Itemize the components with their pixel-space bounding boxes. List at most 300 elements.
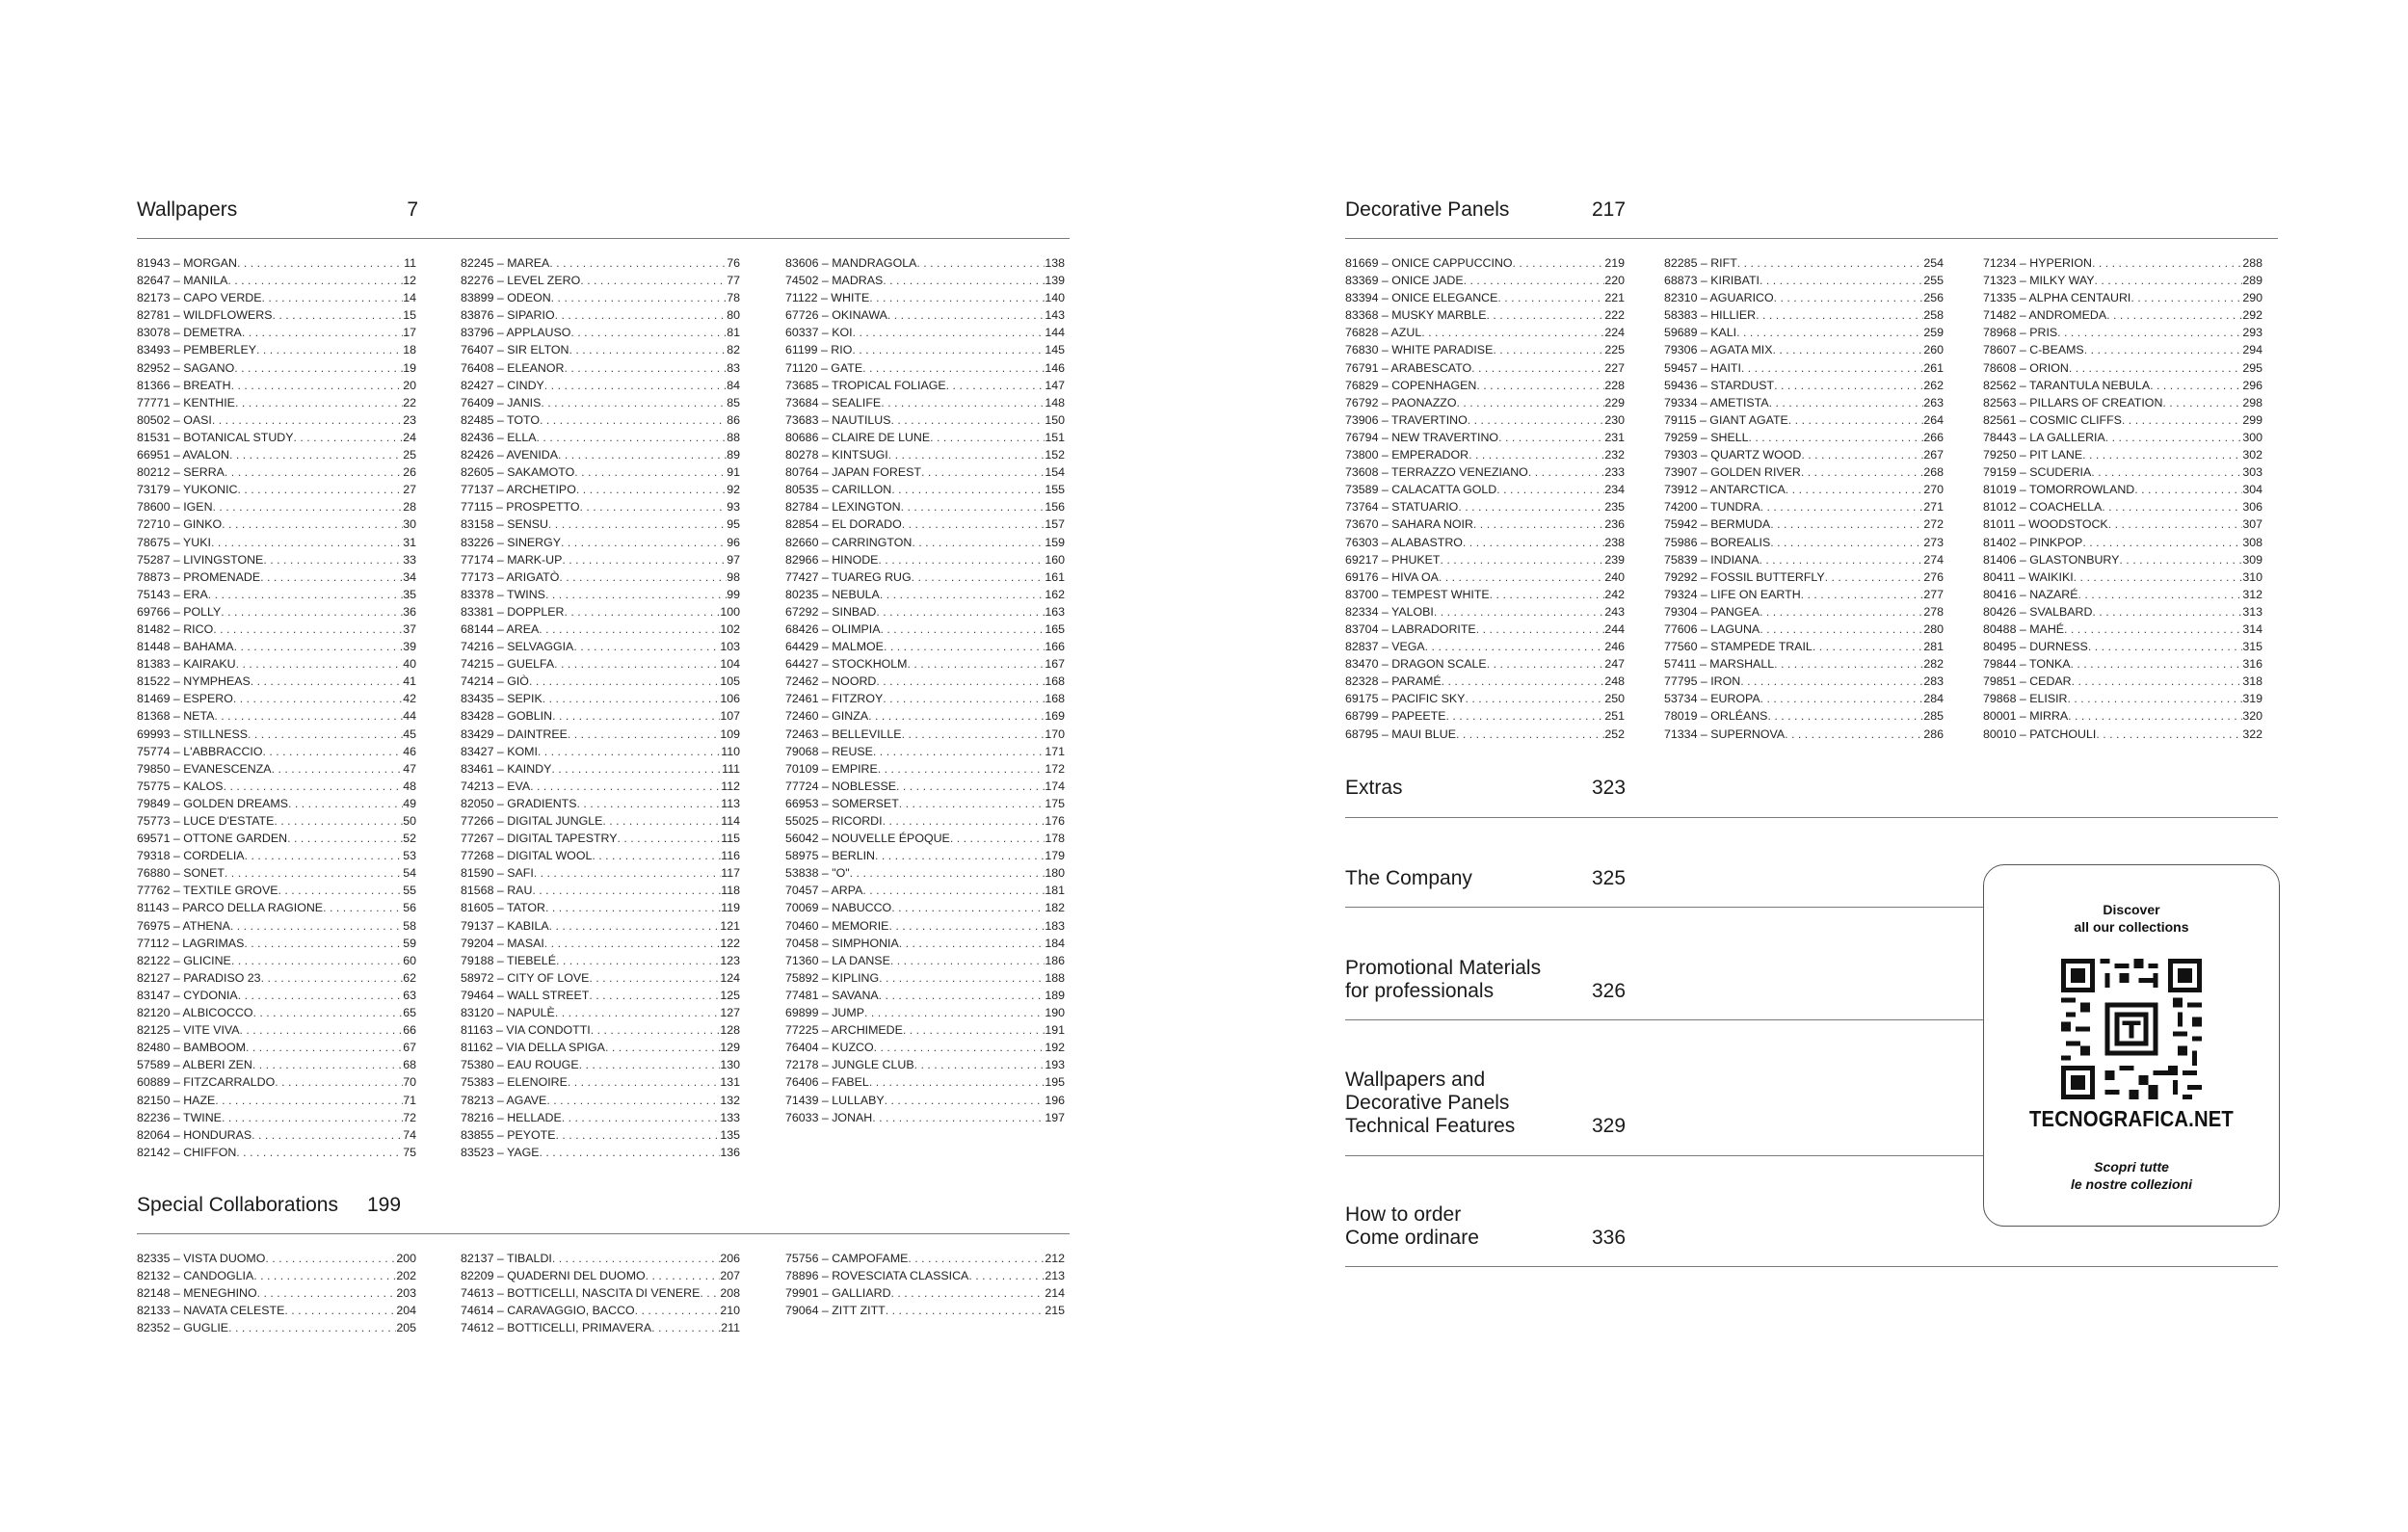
toc-entry[interactable] [137, 847, 416, 864]
toc-entry[interactable] [137, 515, 416, 533]
entry-title: 79851 – CEDAR [1983, 674, 2072, 689]
toc-entry[interactable] [137, 254, 416, 272]
toc-entry[interactable] [1983, 411, 2262, 429]
toc-entry[interactable] [461, 1302, 740, 1319]
toc-entry[interactable] [1983, 377, 2262, 394]
toc-entry[interactable] [785, 272, 1065, 289]
toc-entry[interactable] [461, 1144, 740, 1161]
toc-entry[interactable] [137, 673, 416, 690]
toc-entry[interactable] [1664, 394, 1944, 411]
toc-entry[interactable] [137, 603, 416, 621]
toc-entry[interactable] [1345, 254, 1625, 272]
toc-entry[interactable] [1345, 394, 1625, 411]
toc-entry[interactable] [785, 1039, 1065, 1056]
toc-entry[interactable] [785, 690, 1065, 707]
toc-entry[interactable] [137, 969, 416, 987]
toc-entry[interactable] [1345, 621, 1625, 638]
entry-title: 76404 – KUZCO [785, 1041, 874, 1055]
toc-entry[interactable] [137, 830, 416, 847]
toc-entry[interactable] [1983, 726, 2262, 743]
toc-entry[interactable] [461, 254, 740, 272]
toc-entry[interactable] [137, 812, 416, 830]
toc-entry[interactable] [461, 1284, 740, 1302]
entry-page: 231 [1604, 430, 1625, 444]
entry-page: 259 [1923, 326, 1944, 340]
toc-entry[interactable] [1345, 272, 1625, 289]
toc-entry[interactable] [1983, 394, 2262, 411]
toc-entry[interactable] [461, 446, 740, 463]
toc-entry[interactable] [137, 1319, 416, 1336]
toc-entry[interactable] [461, 551, 740, 568]
toc-entry[interactable] [137, 534, 416, 551]
toc-entry[interactable] [461, 1250, 740, 1267]
toc-entry[interactable] [1664, 377, 1944, 394]
toc-entry[interactable] [785, 864, 1065, 882]
toc-entry[interactable] [1345, 377, 1625, 394]
toc-entry[interactable] [785, 394, 1065, 411]
toc-entry[interactable] [461, 498, 740, 515]
leader-dots [862, 882, 1045, 899]
entry-title: 80502 – OASI [137, 412, 212, 427]
entry-page: 222 [1604, 308, 1625, 323]
entry-page: 157 [1045, 517, 1065, 532]
leader-dots [263, 551, 403, 568]
toc-entry[interactable] [1664, 446, 1944, 463]
toc-entry[interactable] [1664, 498, 1944, 515]
toc-entry[interactable] [1664, 690, 1944, 707]
toc-entry[interactable] [1983, 690, 2262, 707]
toc-entry[interactable] [785, 1092, 1065, 1109]
toc-entry[interactable] [137, 551, 416, 568]
toc-entry[interactable] [461, 673, 740, 690]
toc-entry[interactable] [1664, 603, 1944, 621]
toc-entry[interactable] [1664, 534, 1944, 551]
toc-entry[interactable] [1983, 359, 2262, 377]
toc-entry[interactable] [785, 359, 1065, 377]
toc-entry[interactable] [1983, 551, 2262, 568]
toc-entry[interactable] [785, 324, 1065, 341]
entry-title: 81605 – TATOR [461, 901, 545, 915]
toc-entry[interactable] [461, 969, 740, 987]
toc-entry[interactable] [461, 534, 740, 551]
toc-entry[interactable] [461, 1126, 740, 1144]
toc-entry[interactable] [1664, 568, 1944, 586]
entry-page: 283 [1923, 674, 1944, 689]
toc-entry[interactable] [461, 568, 740, 586]
toc-entry[interactable] [785, 707, 1065, 725]
toc-entry[interactable] [137, 377, 416, 394]
toc-entry[interactable] [137, 289, 416, 306]
toc-entry[interactable] [137, 324, 416, 341]
toc-entry[interactable] [785, 882, 1065, 899]
toc-entry[interactable] [1345, 289, 1625, 306]
toc-entry[interactable] [785, 603, 1065, 621]
toc-entry[interactable] [137, 481, 416, 498]
toc-entry[interactable] [1664, 481, 1944, 498]
toc-entry[interactable] [785, 481, 1065, 498]
toc-entry[interactable] [137, 1109, 416, 1126]
toc-entry[interactable] [785, 551, 1065, 568]
entry-title: 83394 – ONICE ELEGANCE [1345, 291, 1498, 305]
toc-entry[interactable] [785, 621, 1065, 638]
entry-page: 205 [396, 1321, 416, 1335]
toc-entry[interactable] [137, 638, 416, 655]
toc-entry[interactable] [137, 882, 416, 899]
leader-dots [2102, 498, 2242, 515]
toc-entry[interactable] [137, 341, 416, 358]
toc-entry[interactable] [785, 673, 1065, 690]
toc-entry[interactable] [785, 1302, 1065, 1319]
toc-entry[interactable] [785, 638, 1065, 655]
toc-entry[interactable] [785, 917, 1065, 935]
entry-page: 42 [403, 692, 416, 706]
toc-entry[interactable] [785, 795, 1065, 812]
toc-entry[interactable] [785, 306, 1065, 324]
toc-entry[interactable] [785, 812, 1065, 830]
toc-entry[interactable] [137, 864, 416, 882]
toc-entry[interactable] [785, 1073, 1065, 1091]
entry-page: 81 [727, 326, 740, 340]
toc-entry[interactable] [1664, 429, 1944, 446]
toc-entry[interactable] [1664, 655, 1944, 673]
toc-entry[interactable] [1983, 638, 2262, 655]
toc-entry[interactable] [461, 847, 740, 864]
toc-entry[interactable] [137, 707, 416, 725]
toc-entry[interactable] [461, 1109, 740, 1126]
toc-entry[interactable] [461, 1267, 740, 1284]
toc-entry[interactable] [461, 1092, 740, 1109]
toc-entry[interactable] [1983, 254, 2262, 272]
toc-entry[interactable] [461, 882, 740, 899]
toc-entry[interactable] [1983, 341, 2262, 358]
toc-entry[interactable] [1664, 515, 1944, 533]
toc-entry[interactable] [461, 987, 740, 1004]
toc-entry[interactable] [785, 743, 1065, 760]
leader-dots [916, 254, 1045, 272]
toc-entry[interactable] [1345, 341, 1625, 358]
leader-dots [1774, 289, 1924, 306]
toc-entry[interactable] [137, 429, 416, 446]
toc-entry[interactable] [137, 795, 416, 812]
toc-entry[interactable] [1983, 515, 2262, 533]
toc-entry[interactable] [461, 621, 740, 638]
toc-entry[interactable] [137, 1092, 416, 1109]
leader-dots [261, 969, 404, 987]
toc-entry[interactable] [137, 1073, 416, 1091]
toc-entry[interactable] [1983, 481, 2262, 498]
toc-entry[interactable] [1345, 568, 1625, 586]
toc-entry[interactable] [1664, 673, 1944, 690]
entry-page: 118 [721, 884, 740, 898]
toc-entry[interactable] [137, 1267, 416, 1284]
toc-entry[interactable] [461, 760, 740, 778]
toc-entry[interactable] [461, 864, 740, 882]
toc-entry[interactable] [1983, 586, 2262, 603]
toc-entry[interactable] [785, 463, 1065, 481]
entry-title: 79304 – PANGEA [1664, 604, 1760, 619]
toc-entry[interactable] [785, 534, 1065, 551]
toc-entry[interactable] [1664, 586, 1944, 603]
toc-entry[interactable] [785, 1004, 1065, 1021]
toc-entry[interactable] [785, 655, 1065, 673]
toc-entry[interactable] [461, 1319, 740, 1336]
toc-entry[interactable] [461, 726, 740, 743]
toc-entry[interactable] [1345, 690, 1625, 707]
entry-title: 82781 – WILDFLOWERS [137, 308, 273, 323]
toc-entry[interactable] [137, 1144, 416, 1161]
toc-entry[interactable] [137, 359, 416, 377]
toc-entry[interactable] [785, 760, 1065, 778]
toc-entry[interactable] [1664, 359, 1944, 377]
toc-entry[interactable] [137, 498, 416, 515]
toc-entry[interactable] [137, 1039, 416, 1056]
toc-entry[interactable] [137, 1250, 416, 1267]
toc-entry[interactable] [461, 306, 740, 324]
toc-entry[interactable] [785, 1109, 1065, 1126]
toc-entry[interactable] [1983, 655, 2262, 673]
toc-entry[interactable] [785, 446, 1065, 463]
toc-entry[interactable] [1664, 638, 1944, 655]
toc-entry[interactable] [785, 1021, 1065, 1039]
toc-entry[interactable] [461, 917, 740, 935]
toc-entry[interactable] [461, 952, 740, 969]
leader-dots [902, 515, 1045, 533]
toc-entry[interactable] [461, 743, 740, 760]
toc-entry[interactable] [785, 1056, 1065, 1073]
leader-dots [562, 551, 727, 568]
toc-entry[interactable] [785, 289, 1065, 306]
qr-card[interactable] [1983, 864, 2280, 1227]
toc-entry[interactable] [461, 830, 740, 847]
toc-entry[interactable] [137, 1004, 416, 1021]
toc-entry[interactable] [785, 1267, 1065, 1284]
toc-entry[interactable] [137, 586, 416, 603]
toc-entry[interactable] [1345, 463, 1625, 481]
toc-entry[interactable] [461, 324, 740, 341]
toc-entry[interactable] [1983, 324, 2262, 341]
toc-entry[interactable] [785, 935, 1065, 952]
toc-entry[interactable] [461, 1021, 740, 1039]
toc-entry[interactable] [1345, 534, 1625, 551]
toc-entry[interactable] [1664, 254, 1944, 272]
toc-entry[interactable] [1345, 515, 1625, 533]
toc-entry[interactable] [461, 429, 740, 446]
toc-entry[interactable] [1345, 306, 1625, 324]
toc-entry[interactable] [1345, 446, 1625, 463]
qr-brand-text[interactable]: TECNOGRAFICA.NET [2029, 1106, 2234, 1131]
toc-entry[interactable] [1345, 655, 1625, 673]
toc-entry[interactable] [1345, 551, 1625, 568]
entry-page: 292 [2242, 308, 2262, 323]
toc-entry[interactable] [785, 498, 1065, 515]
toc-entry[interactable] [137, 1284, 416, 1302]
toc-entry[interactable] [1664, 289, 1944, 306]
toc-entry[interactable] [1345, 673, 1625, 690]
toc-entry[interactable] [137, 1021, 416, 1039]
toc-entry[interactable] [137, 568, 416, 586]
toc-entry[interactable] [1983, 621, 2262, 638]
entry-title: 77481 – SAVANA [785, 988, 879, 1002]
toc-entry[interactable] [1983, 463, 2262, 481]
toc-entry[interactable] [1983, 446, 2262, 463]
toc-entry[interactable] [461, 795, 740, 812]
entry-page: 246 [1604, 640, 1625, 654]
entry-title: 70069 – NABUCCO [785, 901, 892, 915]
qr-code-icon[interactable] [2061, 959, 2202, 1099]
toc-entry[interactable] [785, 969, 1065, 987]
toc-entry[interactable] [785, 1284, 1065, 1302]
toc-entry[interactable] [1664, 621, 1944, 638]
toc-entry[interactable] [1664, 272, 1944, 289]
toc-entry[interactable] [137, 899, 416, 916]
toc-entry[interactable] [461, 899, 740, 916]
toc-entry[interactable] [461, 1004, 740, 1021]
toc-entry[interactable] [785, 341, 1065, 358]
toc-entry[interactable] [785, 778, 1065, 795]
toc-entry[interactable] [461, 690, 740, 707]
toc-entry[interactable] [461, 289, 740, 306]
entry-page: 206 [720, 1252, 740, 1265]
toc-entry[interactable] [1664, 411, 1944, 429]
toc-entry[interactable] [461, 481, 740, 498]
toc-entry[interactable] [1983, 673, 2262, 690]
toc-entry[interactable] [137, 778, 416, 795]
entry-page: 298 [2242, 395, 2262, 409]
toc-entry[interactable] [461, 377, 740, 394]
toc-entry[interactable] [137, 411, 416, 429]
toc-entry[interactable] [785, 254, 1065, 272]
toc-entry[interactable] [461, 603, 740, 621]
leader-dots [570, 324, 727, 341]
toc-entry[interactable] [1664, 726, 1944, 743]
toc-entry[interactable] [1983, 272, 2262, 289]
toc-entry[interactable] [1983, 707, 2262, 725]
toc-entry[interactable] [137, 655, 416, 673]
toc-entry[interactable] [1345, 481, 1625, 498]
toc-entry[interactable] [461, 812, 740, 830]
entry-title: 82150 – HAZE [137, 1093, 216, 1107]
toc-entry[interactable] [137, 1056, 416, 1073]
entry-page: 203 [396, 1286, 416, 1301]
toc-entry[interactable] [1664, 306, 1944, 324]
toc-entry[interactable] [461, 359, 740, 377]
toc-entry[interactable] [461, 935, 740, 952]
toc-entry[interactable] [1345, 359, 1625, 377]
toc-entry[interactable] [461, 1056, 740, 1073]
leader-dots [950, 830, 1045, 847]
leader-dots [864, 1004, 1045, 1021]
toc-entry[interactable] [1345, 586, 1625, 603]
toc-entry[interactable] [1664, 707, 1944, 725]
entry-title: 80001 – MIRRA [1983, 709, 2069, 724]
toc-entry[interactable] [137, 743, 416, 760]
toc-entry[interactable] [1983, 534, 2262, 551]
toc-entry[interactable] [785, 952, 1065, 969]
toc-entry[interactable] [137, 463, 416, 481]
toc-entry[interactable] [785, 568, 1065, 586]
leader-dots [549, 254, 727, 272]
toc-entry[interactable] [785, 586, 1065, 603]
toc-entry[interactable] [461, 638, 740, 655]
toc-entry[interactable] [1983, 289, 2262, 306]
toc-entry[interactable] [1983, 306, 2262, 324]
toc-entry[interactable] [1345, 324, 1625, 341]
toc-entry[interactable] [1345, 726, 1625, 743]
toc-entry[interactable] [461, 411, 740, 429]
toc-entry[interactable] [137, 394, 416, 411]
toc-entry[interactable] [137, 306, 416, 324]
toc-entry[interactable] [461, 707, 740, 725]
toc-entry[interactable] [1983, 568, 2262, 586]
qr-scopri-line1: Scopri tutte [2094, 1159, 2169, 1175]
toc-entry[interactable] [461, 463, 740, 481]
toc-entry[interactable] [1345, 429, 1625, 446]
entry-title: 64427 – STOCKHOLM [785, 657, 908, 672]
toc-entry[interactable] [785, 1250, 1065, 1267]
toc-entry[interactable] [461, 586, 740, 603]
leader-dots [2057, 324, 2242, 341]
toc-entry[interactable] [137, 760, 416, 778]
toc-entry[interactable] [785, 987, 1065, 1004]
toc-entry[interactable] [137, 272, 416, 289]
toc-entry[interactable] [461, 655, 740, 673]
toc-entry[interactable] [137, 446, 416, 463]
qr-scopri-line2: le nostre collezioni [2070, 1176, 2193, 1192]
toc-entry[interactable] [1664, 341, 1944, 358]
toc-entry[interactable] [785, 411, 1065, 429]
toc-entry[interactable] [461, 778, 740, 795]
toc-entry[interactable] [785, 429, 1065, 446]
toc-entry[interactable] [1345, 411, 1625, 429]
toc-entry[interactable] [137, 690, 416, 707]
toc-entry[interactable] [1345, 603, 1625, 621]
toc-entry[interactable] [137, 1302, 416, 1319]
toc-entry[interactable] [137, 621, 416, 638]
toc-entry[interactable] [785, 830, 1065, 847]
toc-entry[interactable] [461, 272, 740, 289]
toc-entry[interactable] [785, 847, 1065, 864]
toc-entry[interactable] [461, 394, 740, 411]
entry-page: 100 [720, 604, 740, 619]
toc-entry[interactable] [461, 515, 740, 533]
toc-entry[interactable] [461, 1073, 740, 1091]
toc-entry[interactable] [1345, 638, 1625, 655]
toc-entry[interactable] [137, 987, 416, 1004]
toc-entry[interactable] [461, 341, 740, 358]
toc-entry[interactable] [137, 726, 416, 743]
toc-entry[interactable] [1983, 429, 2262, 446]
toc-entry[interactable] [1664, 463, 1944, 481]
leader-dots [903, 1021, 1045, 1039]
entry-title: 76830 – WHITE PARADISE [1345, 343, 1494, 357]
toc-entry[interactable] [1664, 324, 1944, 341]
toc-entry[interactable] [785, 515, 1065, 533]
toc-entry[interactable] [1345, 498, 1625, 515]
toc-entry[interactable] [1983, 498, 2262, 515]
toc-entry[interactable] [785, 899, 1065, 916]
toc-entry[interactable] [1983, 603, 2262, 621]
entry-title: 78019 – ORLÉANS [1664, 709, 1768, 724]
toc-entry[interactable] [137, 1126, 416, 1144]
toc-entry[interactable] [461, 1039, 740, 1056]
toc-entry[interactable] [785, 377, 1065, 394]
toc-entry[interactable] [785, 726, 1065, 743]
toc-entry[interactable] [1345, 707, 1625, 725]
toc-entry[interactable] [137, 917, 416, 935]
toc-entry[interactable] [137, 952, 416, 969]
toc-entry[interactable] [1664, 551, 1944, 568]
toc-entry[interactable] [137, 935, 416, 952]
